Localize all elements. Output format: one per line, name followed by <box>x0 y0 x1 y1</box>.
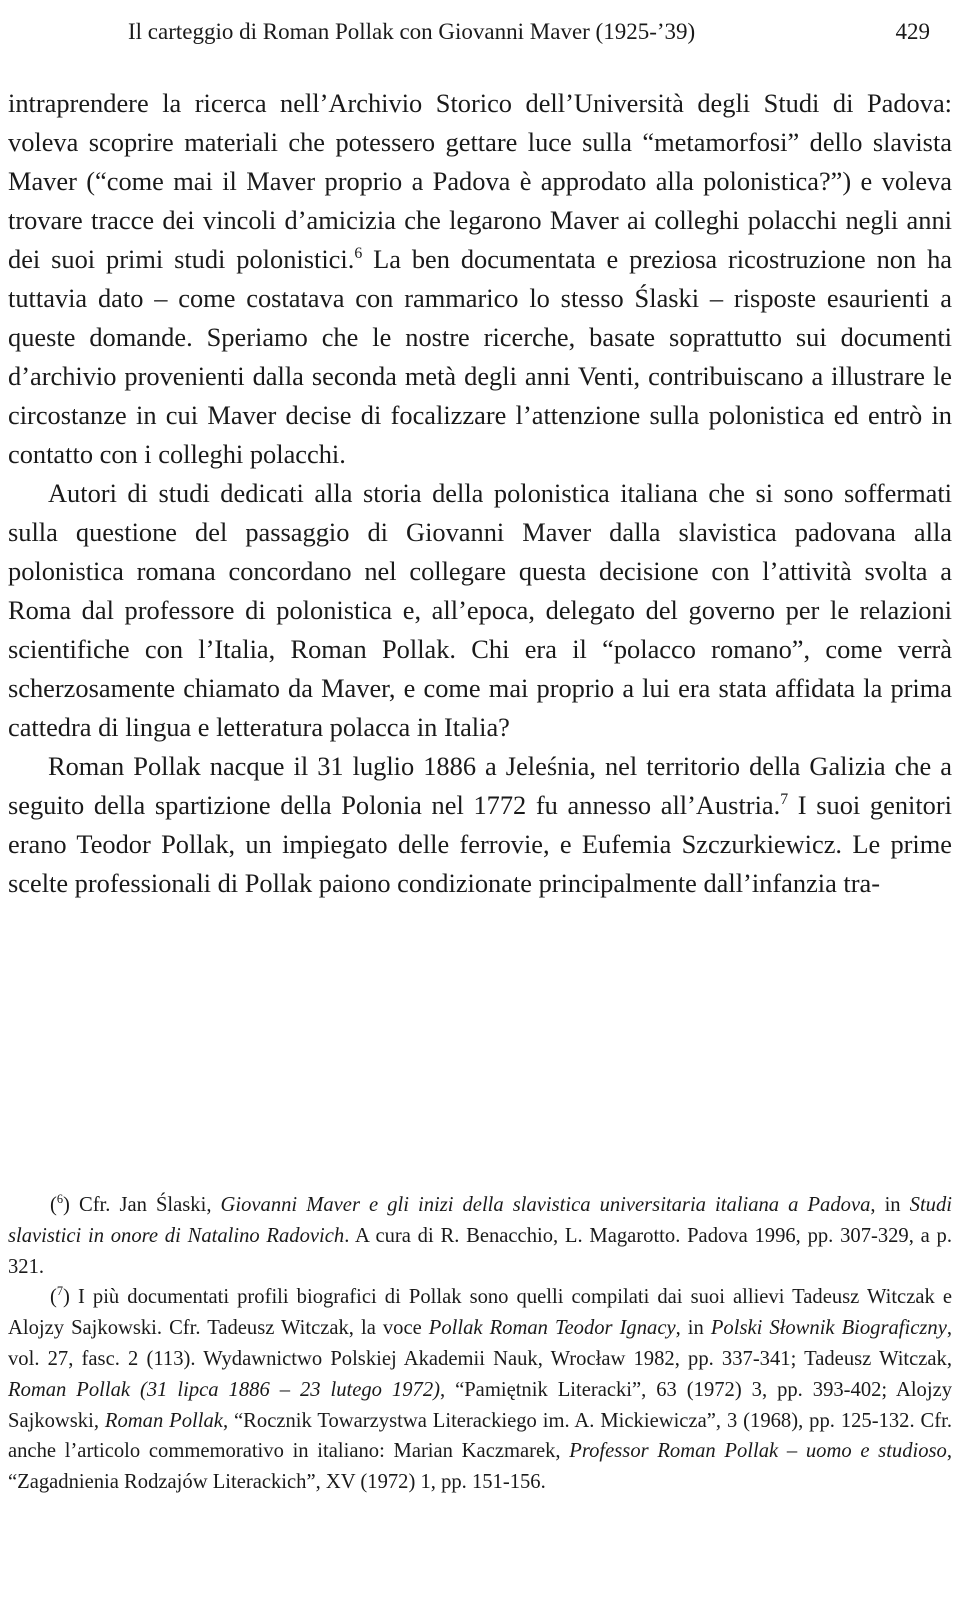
footnote-7-title-1: Pollak Roman Teodor Ignacy <box>428 1317 676 1340</box>
paragraph-3-part-b: I suoi genitori erano Teodor Pollak, un impiegato delle ferrovie, e Eufemia Szczurkiewicz. Le prime scelte professionali di Pollak paiono condizionate principalmente dall’infanzia tra- <box>8 790 952 898</box>
footnote-6-number: 6 <box>56 1192 64 1207</box>
footnote-7-text-2: , in <box>675 1317 711 1340</box>
footnote-6-text-3: . A cura di R. Benacchio, L. Magarotto. Padova 1996, pp. 307-329, a p. 321. <box>8 1224 952 1278</box>
body-text <box>8 84 952 903</box>
footnote-6-title-2: Studi slavistici in onore di Natalino Radovich <box>8 1194 952 1247</box>
footnote-7-title-5: Professor Roman Pollak – uomo e studioso <box>569 1440 947 1463</box>
footnote-7-title-3: Roman Pollak (31 lipca 1886 – 23 lutego 1972) <box>8 1378 440 1401</box>
paragraph-2: Autori di studi dedicati alla storia della polonistica italiana che si sono soffermati sulla questione del passaggio di Giovanni Maver dalla slavistica padovana alla polonistica romana concordano nel collegare questa decisione con l’attività svolta a Roma dal professore di polonistica e, all’epoca, delegato del governo per le relazioni scientifiche con l’Italia, Roman Pollak. Chi era il “polacco romano”, come verrà scherzosamente chiamato da Maver, e come mai proprio a lui era stata affidata la prima cattedra di lingua e letteratura polacca in Italia? <box>8 478 952 742</box>
footnote-7-text-4: , “Pamiętnik Literacki”, 63 (1972) 3, pp. 393-402; Alojzy Sajkowski, <box>8 1378 953 1432</box>
footnote-ref-7: 7 <box>780 791 789 809</box>
footnote-ref-6: 6 <box>354 245 363 263</box>
paragraph-1-part-b: La ben documentata e preziosa ricostruzione non ha tuttavia dato – come costatava con rammarico lo stesso Ślaski – risposte esaurienti a queste domande. Speriamo che le nostre ricerche, basate soprattutto sui documenti d’archivio provenienti dalla seconda metà degli anni Venti, contribuiscano a illustrare le circostanze in cui Maver decise di focalizzare l’attenzione sulla polonistica ed entrò in contatto con i colleghi polacchi. <box>8 244 952 469</box>
footnote-6-text-1: Cfr. Jan Ślaski, <box>69 1194 221 1216</box>
running-title: Il carteggio di Roman Pollak con Giovanni Maver (1925-’39) <box>128 19 696 44</box>
footnote-7-text-1: I più documentati profili biografici di Pollak sono quelli compilati dai suoi allievi Tadeusz Witczak e Alojzy Sajkowski. Cfr. Tadeusz Witczak, la voce <box>8 1286 952 1340</box>
footnote-7-number: 7 <box>56 1284 64 1299</box>
page-header <box>0 12 960 52</box>
footnote-7-text-6: , “Zagadnienia Rodzajów Literackich”, XV (1972) 1, pp. 151-156. <box>8 1440 952 1494</box>
paragraph-3 <box>8 747 952 903</box>
footnote-7: ($^7$) I più documentati profili biografici di Pollak sono quelli compilati dai suoi allievi Tadeusz Witczak e Alojzy Sajkowski. Cfr. Tadeusz Witczak, la voce Pollak Roman Teodor Ignacy, in Polski Słownik Biograficzny, vol. 27, fasc. 2 (113). Wydawnictwo Polskiej Akademii Nauk, Wrocław 1982, pp. 337-341; Tadeusz Witczak, Roman Pollak (31 lipca 1886 – 23 lutego 1972), “Pamiętnik Literacki”, 63 (1972) 3, pp. 393-402; Alojzy Sajkowski, Roman Pollak, “Rocznik Towarzystwa Literackiego im. A. Mickiewicza”, 3 (1968), pp. 125-132. Cfr. anche l’articolo commemorativo in italiano: Marian Kaczmarek, Professor Roman Pollak – uomo e studioso, “Zagadnienia Rodzajów Literackich”, XV (1972) 1, pp. 151-156. <box>8 1284 953 1494</box>
footnotes <box>8 1190 952 1498</box>
footnote-6-title-1: Giovanni Maver e gli inizi della slavistica universitaria italiana a Padova <box>220 1194 871 1216</box>
footnote-7-title-4: Roman Pollak <box>104 1409 223 1432</box>
footnote-7-text-3: , vol. 27, fasc. 2 (113). Wydawnictwo Polskiej Akademii Nauk, Wrocław 1982, pp. 337-341; Tadeusz Witczak, <box>8 1317 952 1370</box>
footnote-6-text-2: , in <box>870 1194 910 1216</box>
footnote-7-text-5: , “Rocznik Towarzystwa Literackiego im. A. Mickiewicza”, 3 (1968), pp. 125-132. Cfr. anche l’articolo commemorativo in italiano: Marian Kaczmarek, <box>8 1409 952 1463</box>
paragraph-3-part-a: Roman Pollak nacque il 31 luglio 1886 a Jeleśnia, nel territorio della Galizia che a seguito della spartizione della Polonia nel 1772 fu annesso all’Austria. <box>8 751 952 820</box>
paragraph-1-part-a: intraprendere la ricerca nell’Archivio Storico dell’Università degli Studi di Padova: voleva scoprire materiali che potessero gettare luce sulla “metamorfosi” dello slavista Maver (“come mai il Maver proprio a Padova è approdato alla polonistica?”) e voleva trovare tracce dei vincoli d’amicizia che legarono Maver ai colleghi polacchi negli anni dei suoi primi studi polonistici. <box>8 88 952 274</box>
page-number: 429 <box>895 19 930 44</box>
paragraph-1 <box>8 84 952 474</box>
footnote-7-title-2: Polski Słownik Biograficzny <box>710 1317 947 1340</box>
footnote-6: ($^6$) Cfr. Jan Ślaski, Giovanni Maver e gli inizi della slavistica universitaria italiana a Padova, in Studi slavistici in onore di Natalino Radovich. A cura di R. Benacchio, L. Magarotto. Padova 1996, pp. 307-329, a p. 321. <box>8 1192 952 1278</box>
